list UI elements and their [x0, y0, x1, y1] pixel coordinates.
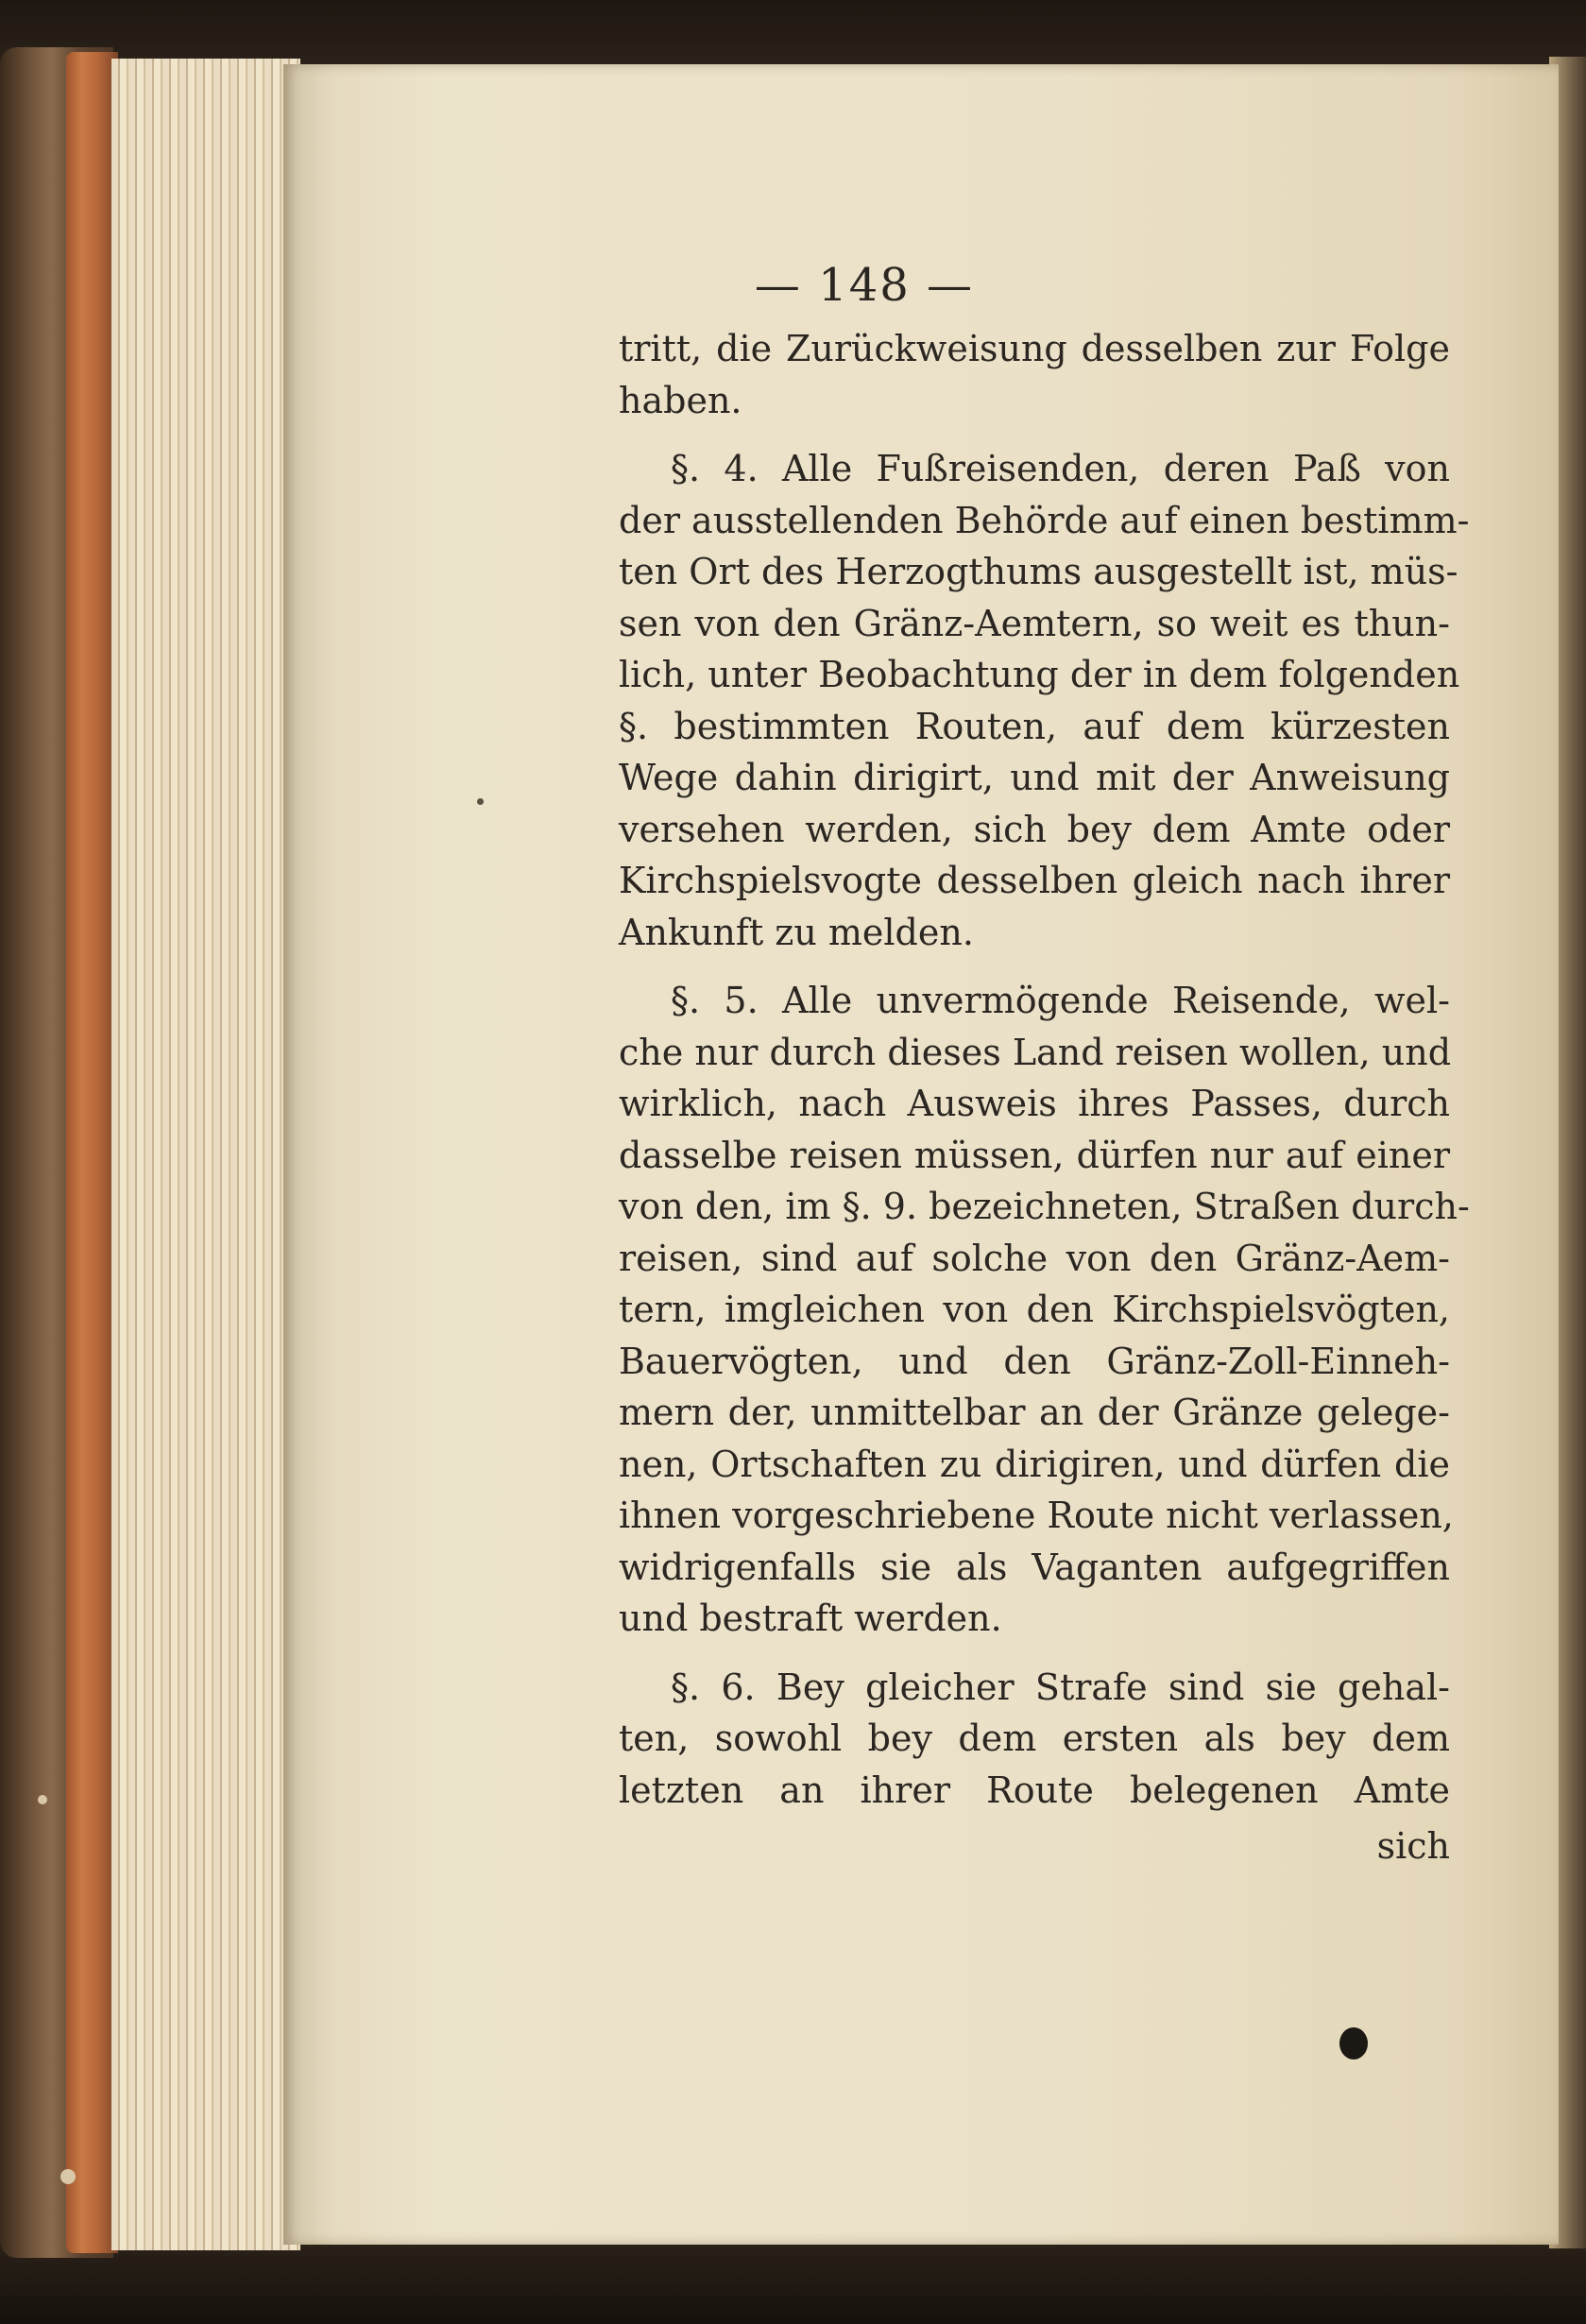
text-line: von den, im §. 9. bezeichneten, Straßen durch-: [619, 1186, 1470, 1227]
text-line: Ankunft zu melden.: [619, 911, 974, 953]
text-line: §. bestimmten Routen, auf dem kürzesten: [619, 705, 1450, 747]
text-line: tritt, die Zurückweisung desselben zur Folge: [619, 328, 1450, 369]
text-line: nen, Ortschaften zu dirigiren, und dürfen die: [619, 1443, 1450, 1485]
text-line: Bauervögten, und den Gränz-Zoll-Einneh-: [619, 1340, 1450, 1382]
text-line: lich, unter Beobachtung der in dem folgenden: [619, 654, 1460, 695]
page-number-header: — 148 —: [754, 259, 975, 312]
text-line: tern, imgleichen von den Kirchspielsvögten,: [619, 1289, 1450, 1330]
text-line: wirklich, nach Ausweis ihres Passes, durch: [619, 1083, 1450, 1124]
page-edges: [111, 59, 300, 2250]
text-line: letzten an ihrer Route belegenen Amte: [619, 1769, 1450, 1811]
text-line: mern der, unmittelbar an der Gränze gelege-: [619, 1392, 1450, 1433]
ink-blot: [1339, 2027, 1368, 2059]
text-line: Kirchspielsvogte desselben gleich nach ihrer: [619, 860, 1450, 901]
text-line: sen von den Gränz-Aemtern, so weit es thun-: [619, 602, 1450, 644]
text-line: Wege dahin dirigirt, und mit der Anweisung: [619, 757, 1450, 798]
cover-wear-mark: [38, 1795, 47, 1804]
paragraph: [619, 323, 1450, 426]
text-line: und bestraft werden.: [619, 1598, 1002, 1639]
ink-spot: [477, 798, 484, 805]
text-line: widrigenfalls sie als Vaganten aufgegriffen: [619, 1546, 1450, 1588]
paragraph-section-5: [619, 975, 1470, 1645]
text-line: der ausstellenden Behörde auf einen bestimm-: [619, 499, 1470, 541]
background-bottom: [0, 2239, 1586, 2324]
text-line: ten Ort des Herzogthums ausgestellt ist, müs-: [619, 551, 1458, 592]
text-line: ihnen vorgeschriebene Route nicht verlassen,: [619, 1495, 1454, 1536]
text-line: §. 4. Alle Fußreisenden, deren Paß von: [671, 448, 1450, 489]
paragraph-section-4: [619, 443, 1470, 958]
book-cover-edge: [66, 52, 118, 2253]
page-text: [619, 248, 1470, 1874]
text-line: che nur durch dieses Land reisen wollen, und: [619, 1031, 1452, 1073]
text-line: dasselbe reisen müssen, dürfen nur auf einer: [619, 1134, 1450, 1176]
text-line: reisen, sind auf solche von den Gränz-Aem-: [619, 1237, 1450, 1279]
text-line: §. 6. Bey gleicher Strafe sind sie gehal-: [671, 1666, 1450, 1708]
cover-wear-mark: [60, 2169, 76, 2184]
background-top: [0, 0, 1586, 66]
text-line: §. 5. Alle unvermögende Reisende, wel-: [671, 980, 1450, 1021]
text-line: ten, sowohl bey dem ersten als bey dem: [619, 1717, 1450, 1759]
text-line: haben.: [619, 379, 742, 421]
catchword: sich: [1376, 1825, 1450, 1867]
text-line: versehen werden, sich bey dem Amte oder: [619, 808, 1450, 850]
paragraph-section-6: [619, 1662, 1450, 1817]
